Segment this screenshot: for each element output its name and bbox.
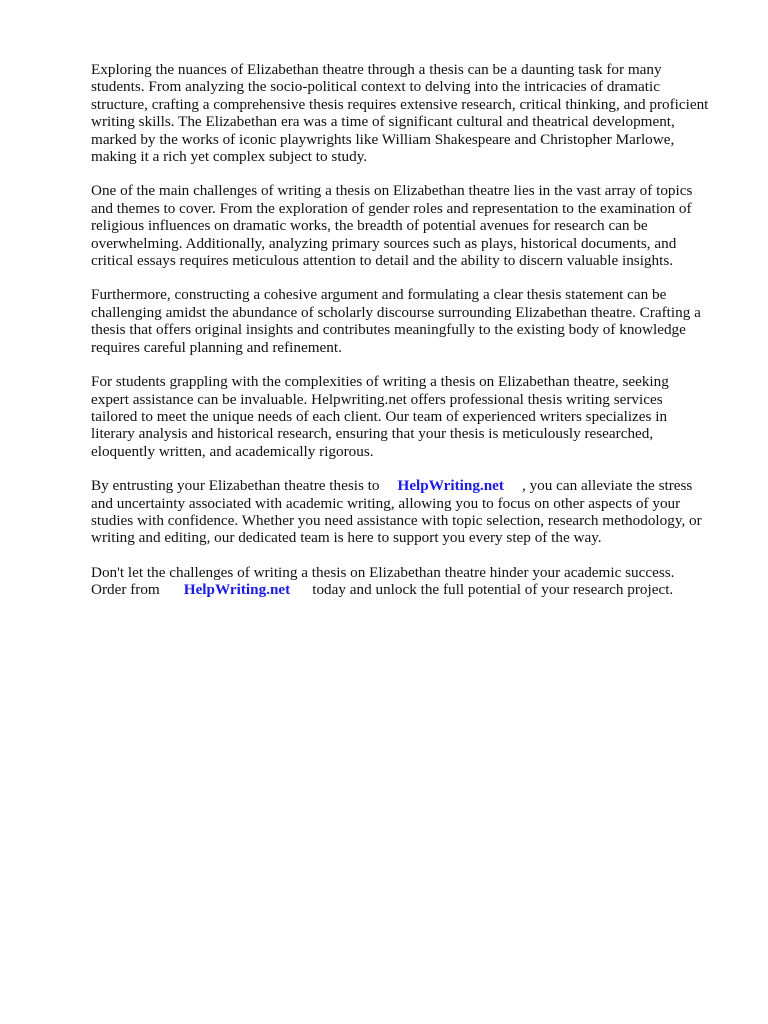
text-line: Furthermore, constructing a cohesive argument and formulating a clear thesis statement can be xyxy=(91,286,667,304)
text-line: eloquently written, and academically rigorous. xyxy=(91,442,374,460)
paragraph-challenges xyxy=(91,182,731,269)
text-line: students. From analyzing the socio-political context to delving into the intricacies of dramatic xyxy=(91,78,660,96)
text-line: and uncertainty associated with academic writing, allowing you to focus on other aspects of your xyxy=(91,494,681,512)
text-line: writing and editing, our dedicated team is here to support you every step of the way. xyxy=(91,529,602,547)
text-line: literary analysis and historical research, ensuring that your thesis is meticulously researched, xyxy=(91,425,654,443)
text-line: studies with confidence. Whether you need assistance with topic selection, research methodology, or xyxy=(91,511,702,529)
link-lead-text: By entrusting your Elizabethan theatre thesis to xyxy=(91,477,380,495)
text-line: and themes to cover. From the exploration of gender roles and representation to the examination of xyxy=(91,199,692,217)
text-line-with-link xyxy=(91,581,731,598)
text-line: tailored to meet the unique needs of each client. Our team of experienced writers specializes in xyxy=(91,407,668,425)
text-line: requires careful planning and refinement. xyxy=(91,338,342,356)
text-line: Don't let the challenges of writing a thesis on Elizabethan theatre hinder your academic success. xyxy=(91,563,675,581)
text-line: overwhelming. Additionally, analyzing primary sources such as plays, historical documents, and xyxy=(91,234,677,252)
text-line: Exploring the nuances of Elizabethan theatre through a thesis can be a daunting task for many xyxy=(91,61,662,78)
text-line: marked by the works of iconic playwrights like William Shakespeare and Christopher Marlowe, xyxy=(91,130,675,148)
link-trail-text: , you can alleviate the stress xyxy=(521,477,693,495)
text-line: One of the main challenges of writing a thesis on Elizabethan theatre lies in the vast array of topics xyxy=(91,182,693,200)
text-line: structure, crafting a comprehensive thesis requires extensive research, critical thinking, and proficient xyxy=(91,95,709,113)
text-line: writing skills. The Elizabethan era was a time of significant cultural and theatrical development, xyxy=(91,113,675,131)
helpwriting-link[interactable]: HelpWriting.net xyxy=(183,581,291,599)
link-trail-text: today and unlock the full potential of your research project. xyxy=(312,581,674,599)
document-page xyxy=(91,61,731,616)
text-line: critical essays requires meticulous attention to detail and the ability to discern valuable insights. xyxy=(91,252,674,270)
paragraph-assistance xyxy=(91,373,731,460)
text-line: For students grappling with the complexities of writing a thesis on Elizabethan theatre, seeking xyxy=(91,373,669,391)
text-line: challenging amidst the abundance of scholarly discourse surrounding Elizabethan theatre. Crafting a xyxy=(91,303,701,321)
helpwriting-link[interactable]: HelpWriting.net xyxy=(397,477,504,495)
text-line: making it a rich yet complex subject to study. xyxy=(91,148,368,166)
paragraph-argument xyxy=(91,286,731,356)
text-line: expert assistance can be invaluable. Helpwriting.net offers professional thesis writing services xyxy=(91,390,663,408)
paragraph-closing xyxy=(91,564,731,599)
text-line: religious influences on dramatic works, the breadth of potential avenues for research can be xyxy=(91,217,648,235)
text-line: thesis that offers original insights and contributes meaningfully to the existing body of knowledge xyxy=(91,321,686,339)
paragraph-intro xyxy=(91,61,731,165)
paragraph-entrusting xyxy=(91,477,731,547)
text-line-with-link xyxy=(91,477,731,494)
link-lead-text: Order from xyxy=(91,581,160,599)
